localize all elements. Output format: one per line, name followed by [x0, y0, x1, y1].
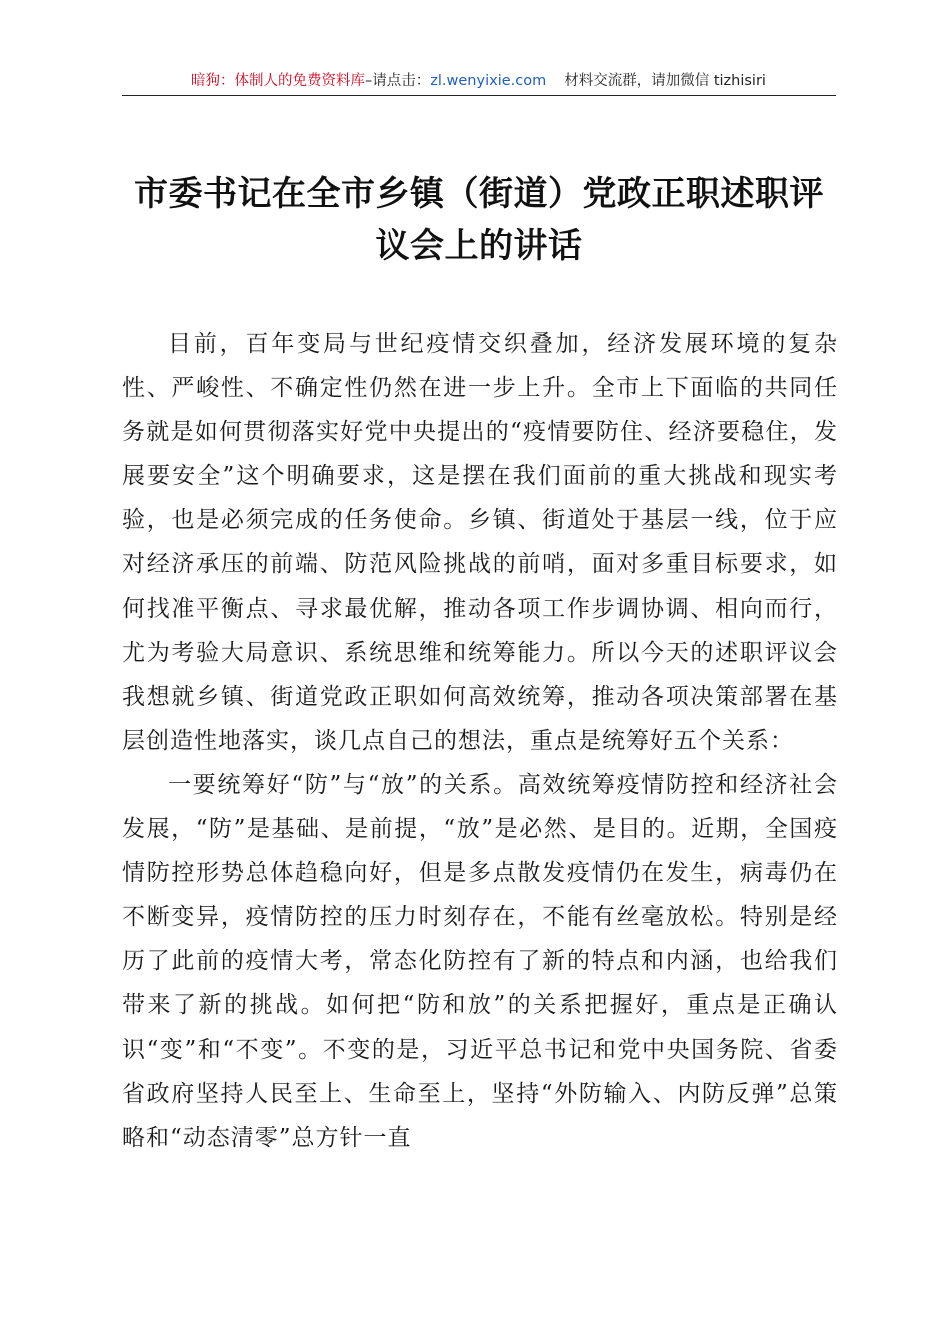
- document-body: [122, 322, 838, 1160]
- page-header: [122, 68, 835, 94]
- paragraph-point-one: 一要统筹好“防”与“放”的关系。高效统筹疫情防控和经济社会发展，“防”是基础、是前提，“放”是必然、是目的。近期，全国疫情防控形势总体趋稳向好，但是多点散发疫情仍在发生，病毒仍在不断变异，疫情防控的压力时刻存在，不能有丝毫放松。特别是经历了此前的疫情大考，常态化防控有了新的特点和内涵，也给我们带来了新的挑战。如何把“防和放”的关系把握好，重点是正确认识“变”和“不变”。不变的是，习近平总书记和党中央国务院、省委省政府坚持人民至上、生命至上，坚持“外防输入、内防反弹”总策略和“动态清零”总方针一直: [122, 771, 838, 1151]
- header-brand: 暗狗：体制人的免费资料库: [191, 73, 366, 89]
- title-line-1: 市委书记在全市乡镇（街道）党政正职述职评: [134, 174, 824, 214]
- header-divider: [122, 95, 836, 96]
- header-contact: 材料交流群，请加微信 tizhisiri: [564, 73, 766, 89]
- header-link[interactable]: zl.wenyixie.com: [430, 73, 547, 89]
- header-prompt: –请点击：: [365, 73, 431, 89]
- title-line-2: 议会上的讲话: [375, 226, 583, 266]
- document-title: [122, 168, 836, 272]
- paragraph-intro: 目前，百年变局与世纪疫情交织叠加，经济发展环境的复杂性、严峻性、不确定性仍然在进一步上升。全市上下面临的共同任务就是如何贯彻落实好党中央提出的“疫情要防住、经济要稳住，发展要安全”这个明确要求，这是摆在我们面前的重大挑战和现实考验，也是必须完成的任务使命。乡镇、街道处于基层一线，位于应对经济承压的前端、防范风险挑战的前哨，面对多重目标要求，如何找准平衡点、寻求最优解，推动各项工作步调协调、相向而行，尤为考验大局意识、系统思维和统筹能力。所以今天的述职评议会我想就乡镇、街道党政正职如何高效统筹，推动各项决策部署在基层创造性地落实，谈几点自己的想法，重点是统筹好五个关系：: [122, 331, 838, 754]
